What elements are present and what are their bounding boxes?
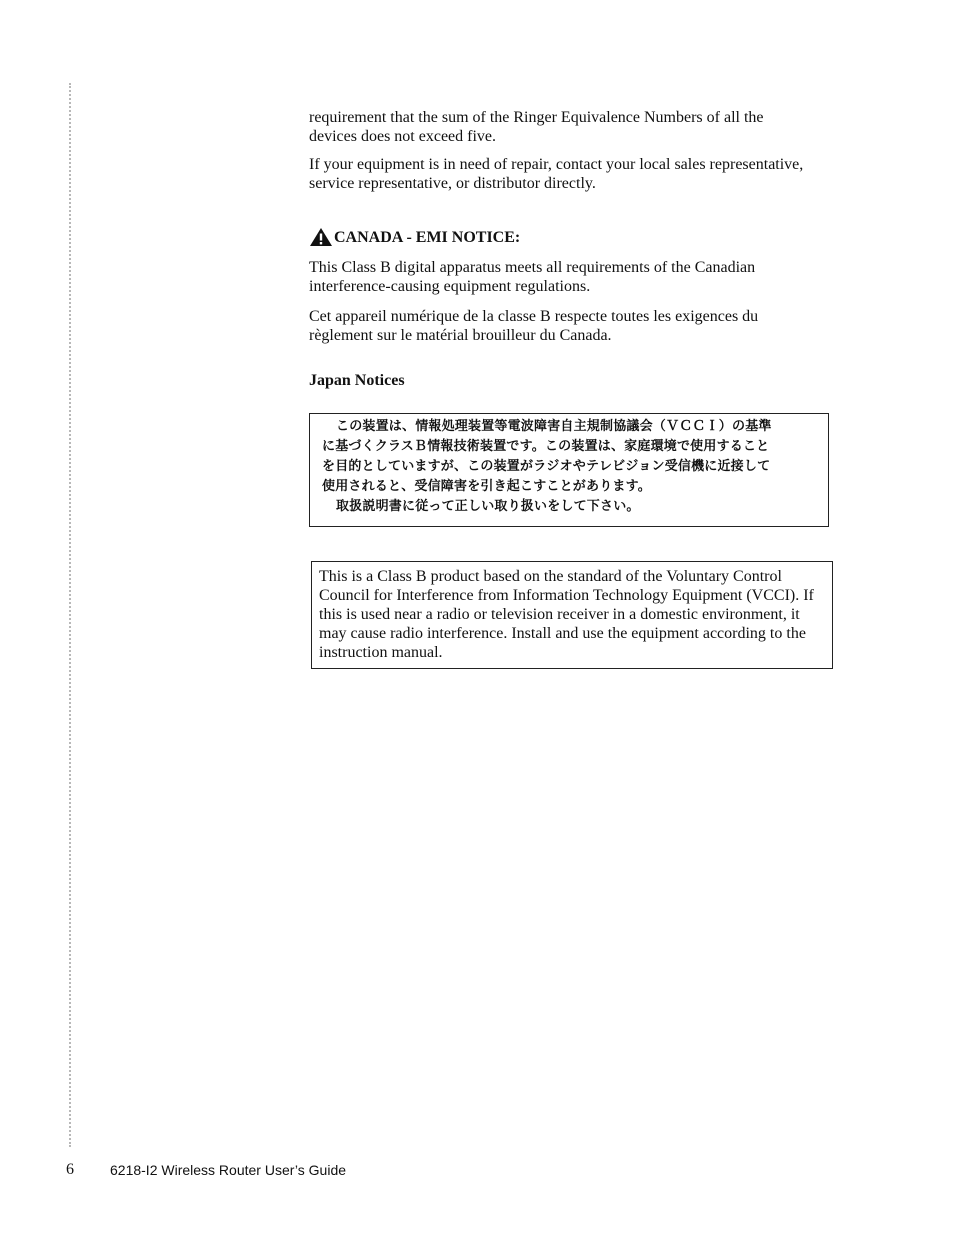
repair-contact-paragraph: If your equipment is in need of repair, contact your local sales representative, service representative, or distributor directly. [309,156,804,192]
page-number: 6 [66,1161,74,1178]
jp-notice-line: この装置は、情報処理装置等電波障害自主規制協議会（ＶＣＣＩ）の基準 [336,419,772,434]
footer-document-title: 6218-I2 Wireless Router User’s Guide [110,1162,347,1178]
jp-notice-line: を目的としていますが、この装置がラジオやテレビジョン受信機に近接して [322,459,771,474]
english-vcci-notice-box: This is a Class B product based on the standard of the Voluntary Control Council for Interference from Information Technology Equipment (VCCI). If this is used near a radio or television receiver in a domestic environment, it may cause radio interference. Install and use the equipment according to the instruction manual. [311,561,833,669]
main-content [309,108,849,390]
canada-english-paragraph: This Class B digital apparatus meets all requirements of the Canadian interference-causing equipment regulations. [309,259,756,295]
jp-notice-line: に基づくクラスＢ情報技術装置です。この装置は、家庭環境で使用すること [322,439,770,454]
japan-notices-heading: Japan Notices [309,372,405,389]
jp-notice-line: 取扱説明書に従って正しい取り扱いをして下さい。 [336,499,640,514]
jp-notice-line: 使用されると、受信障害を引き起こすことがあります。 [322,479,651,494]
warning-triangle-icon [309,227,333,247]
ringer-equivalence-paragraph: requirement that the sum of the Ringer Equivalence Numbers of all the devices does not exceed five. [309,109,764,145]
canada-emi-heading [309,227,849,247]
canada-emi-heading-text: CANADA - EMI NOTICE: [334,229,521,246]
canada-french-paragraph: Cet appareil numérique de la classe B respecte toutes les exigences du règlement sur le matérial brouilleur du Canada. [309,308,759,344]
margin-dotted-rule [69,83,71,1147]
japanese-vcci-notice-box [309,413,829,527]
